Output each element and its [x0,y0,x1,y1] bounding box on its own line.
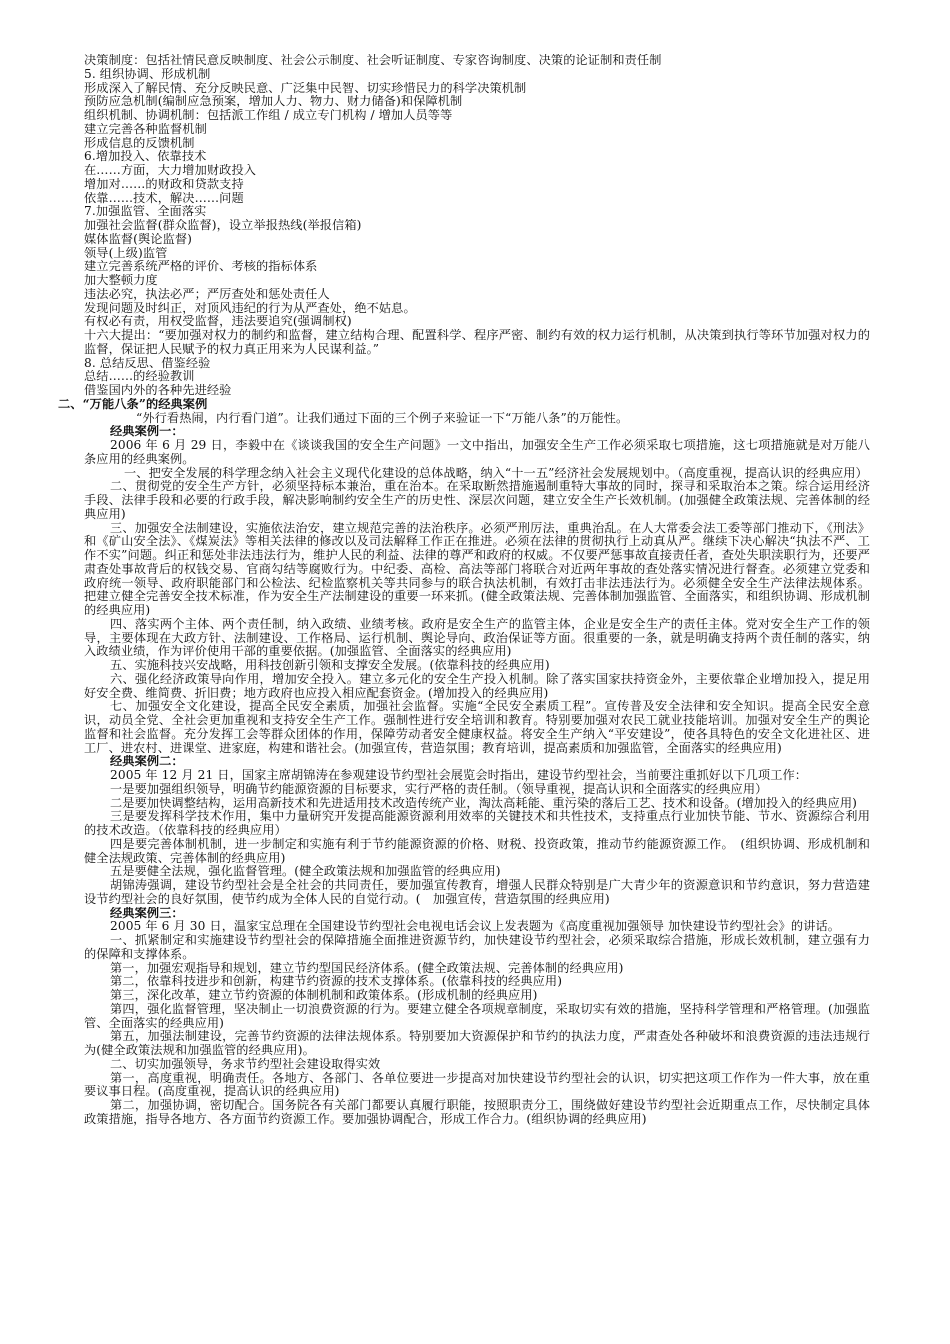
case-paragraph: 五、实施科技兴安战略，用科技创新引领和支撑安全发展。(依靠科技的经典应用) [110,658,550,672]
text-line: 有权必有责，用权受监督，违法要追究(强调制权) [84,315,352,329]
text-line: 7.加强监管、全面落实 [84,205,207,219]
case-paragraph: 第一，高度重视，明确责任。各地方、各部门、各单位要进一步提高对加快建设节约型社会的认识，切实把这项工作作为一件大事，放在重要议事日程。(高度重视，提高认识的经典应用) [84,1070,870,1099]
case-paragraph: 第二，依靠科技进步和创新，构建节约资源的技术支撑体系。(依靠科技的经典应用) [110,974,563,989]
case-paragraph: 一是要加强组织领导，明确节约能源资源的目标要求，实行严格的责任制。（领导重视，提高认识和全面落实的经典应用） [110,781,768,796]
text-line: 领导(上级)监管 [84,246,168,260]
case-title: 经典案例三： [110,906,184,920]
section-heading: 二、“万能八条”的经典案例 [58,397,208,411]
text-line: 发现问题及时纠正，对顶风违纪的行为从严查处，绝不姑息。 [84,301,416,315]
case-paragraph: 三是要发挥科学技术作用，集中力量研究开发提高能源资源利用效率的关键技术和共性技术，支持重点行业加快节能、节水、资源综合利用的技术改造。（依靠科技的经典应用） [84,809,870,837]
case-paragraph: 六、强化经济政策导向作用，增加安全投入。建立多元化的安全生产投入机制。除了落实国家扶持资金外，主要依靠企业增加投入，提足用好安全费、维简费、折旧费；地方政府也应投入相应配套资金。(增加投入的经典应用) [84,671,870,700]
document-page [58,54,870,1127]
case-paragraph: 二、贯彻党的安全生产方针，必须坚持标本兼治，重在治本。在采取断然措施遏制重特大事故的同时，探寻和采取治本之策。综合运用经济手段、法律手段和必要的行政手段，解决影响制约安全生产的历史性、深层次问题，建立安全生产长效机制。(加强健全政策法规、完善体制的经典应用) [84,479,870,521]
case-paragraph: 七、加强安全文化建设，提高全民安全素质，加强社会监督。实施“全民安全素质工程”。宣传普及安全法律和安全知识。提高全民安全意识，动员全党、全社会更加重视和支持安全生产工作。强制性进行安全培训和教育。特别要加强对农民工就业技能培训。加强对安全生产的舆论监督和社会监督。充分发挥工会等群众团体的作用，保障劳动者安全健康权益。将安全生产纳入“平安建设”，使各具特色的安全文化进社区、进工厂、进农村、进课堂、进家庭，构建和谐社会。(加强宣传，营造氛围；教育培训，提高素质和加强监管，全面落实的经典应用) [84,699,870,755]
text-line: 组织机制、协调机制：包括派工作组 / 成立专门机构 / 增加人员等等 [84,109,453,122]
case-paragraph: 第四，强化监督管理，坚决制止一切浪费资源的行为。要建立健全各项规章制度，采取切实有效的措施，坚持科学管理和严格管理。(加强监管、全面落实的经典应用) [84,1001,870,1030]
text-line: 加强社会监督(群众监督)，设立举报热线(举报信箱) [84,219,362,232]
text-line: 形成深入了解民情、充分反映民意、广泛集中民智、切实珍惜民力的科学决策机制 [84,81,527,95]
case-paragraph: 第三，深化改革，建立节约资源的体制机制和政策体系。(形成机制的经典应用) [110,988,538,1002]
case-title: 经典案例一： [110,425,184,439]
text-line: 增加对……的财政和贷款支持 [84,177,244,191]
section-intro: “外行看热闹，内行看门道”。让我们通过下面的三个例子来验证一下“万能八条”的万能性。 [136,410,629,425]
measures-list [84,54,870,329]
text-line: 总结……的经验教训 [84,370,195,384]
case-title: 经典案例二： [110,755,184,769]
case-paragraph: 三、加强安全法制建设，实施依法治安，建立规范完善的法治秩序。必须严刑厉法，重典治乱。在人大常委会法工委等部门推动下，《刑法》和《矿山安全法》、《煤炭法》等相关法律的修改以及司法解释工作正在推进。必须在法律的贯彻执行上动真从严。继续下决心解决“执法不严、工作不实”问题。纠正和惩处非法违法行为，维护人民的利益、法律的尊严和政府的权威。不仅要严惩事故直接责任者，查处失职渎职行为，还要严肃查处事故背后的权钱交易、官商勾结等腐败行为。中纪委、高检、高法等部门将联合对近两年事故的查处落实情况进行督查。必须建立党委和政府统一领导、政府职能部门和公检法、纪检监察机关等共同参与的联合执法机制，有效打击非法违法行为。必须健全安全生产法律法规体系。把建立健全完善安全技术标准，作为安全生产法制建设的重要一环来抓。(健全政策法规、完善体制加强监管、全面落实，和组织协调、形成机制的经典应用) [84,520,870,617]
case-paragraph: 四、落实两个主体、两个责任制，纳入政绩、业绩考核。政府是安全生产的监管主体，企业是安全生产的责任主体。党对安全生产工作的领导，主要体现在大政方针、法制建设、工作格局、运行机制、舆论导向、政治保证等方面。很重要的一条，就是明确支持两个责任制的落实，纳入政绩业绩，作为评价使用干部的重要依据。(加强监管、全面落实的经典应用) [84,616,870,659]
case-paragraph: 2006 年 6 月 29 日，李毅中在《谈谈我国的安全生产问题》一文中指出，加强安全生产工作必须采取七项措施，这七项措施就是对万能八条应用的经典案例。 [84,438,870,466]
case-paragraph: 胡锦涛强调，建设节约型社会是全社会的共同责任，要加强宣传教育，增强人民群众特别是广大青少年的资源意识和节约意识，努力营造建设节约型社会的良好氛围，使节约成为全体人民的自觉行动。( 加强宣传，营造氛围的经典应用) [84,878,870,906]
text-line: 形成信息的反馈机制 [84,136,195,150]
text-line: 建立完善各种监督机制 [84,122,207,136]
case-paragraph: 一、抓紧制定和实施建设节约型社会的保障措施全面推进资源节约，加快建设节约型社会，必须采取综合措施，形成长效机制，建立强有力的保障和支撑体系。 [84,933,870,961]
text-line: 建立完善系统严格的评价、考核的指标体系 [84,260,318,274]
text-line: 在……方面，大力增加财政投入 [84,164,257,177]
case-paragraph: 第一，加强宏观指导和规划，建立节约型国民经济体系。(健全政策法规、完善体制的经典应用) [110,960,624,975]
text-line: 预防应急机制(编制应急预案，增加人力、物力、财力储备)和保障机制 [84,95,463,109]
summary-list [84,357,870,398]
congress-quote: 十六大提出：“要加强对权力的制约和监督，建立结构合理、配置科学、程序严密、制约有效的权力运行机制，从决策到执行等环节加强对权力的监督，保证把人民赋予的权力真正用来为人民谋利益。” [84,328,870,356]
text-line: 5. 组织协调、形成机制 [84,67,211,81]
text-line: 6.增加投入、依靠技术 [84,150,207,164]
case-paragraph: 2005 年 6 月 30 日，温家宝总理在全国建设节约型社会电视电话会议上发表题为《高度重视加强领导 加快建设节约型社会》的讲话。 [110,919,841,934]
text-line: 决策制度：包括社情民意反映制度、社会公示制度、社会听证制度、专家咨询制度、决策的论证制和责任制 [84,54,662,67]
text-line: 依靠……技术，解决……问题 [84,191,244,205]
text-line: 媒体监督(舆论监督) [84,232,193,246]
text-line: 加大整顿力度 [84,274,158,287]
case-paragraph: 四是要完善体制机制，进一步制定和实施有利于节约能源资源的价格、财税、投资政策，推动节约能源资源工作。 (组织协调、形成机制和健全法规政策、完善体制的经典应用) [84,836,870,865]
text-line: 违法必究，执法必严；严厉查处和惩处责任人 [84,287,330,301]
text-line: 借鉴国内外的各种先进经验 [84,384,232,397]
case-paragraph: 第二，加强协调，密切配合。国务院各有关部门都要认真履行职能，按照职责分工，围绕做好建设节约型社会近期重点工作，尽快制定具体政策措施，指导各地方、各方面节约资源工作。要加强协调配合，形成工作合力。(组织协调的经典应用) [84,1098,870,1126]
case-paragraph: 第五，加强法制建设，完善节约资源的法律法规体系。特别要加大资源保护和节约的执法力度，严肃查处各种破坏和浪费资源的违法违规行为(健全政策法规和加强监管的经典应用)。 [84,1029,870,1057]
case-paragraph: 二、切实加强领导，务求节约型社会建设取得实效 [110,1056,381,1071]
case-paragraph: 2005 年 12 月 21 日，国家主席胡锦涛在参观建设节约型社会展览会时指出，建设节约型社会，当前要注重抓好以下几项工作： [110,768,808,782]
case-paragraph: 一、把安全发展的科学理念纳入社会主义现代化建设的总体战略，纳入“十一五”经济社会发展规划中。（高度重视，提高认识的经典应用） [124,465,868,480]
case-paragraph: 五是要健全法规，强化监督管理。(健全政策法规和加强监管的经典应用) [110,864,501,879]
case-paragraph: 二是要加快调整结构，运用高新技术和先进适用技术改造传统产业，淘汰高耗能、重污染的落后工艺、技术和设备。(增加投入的经典应用) [110,795,857,810]
text-line: 8. 总结反思、借鉴经验 [84,356,211,370]
